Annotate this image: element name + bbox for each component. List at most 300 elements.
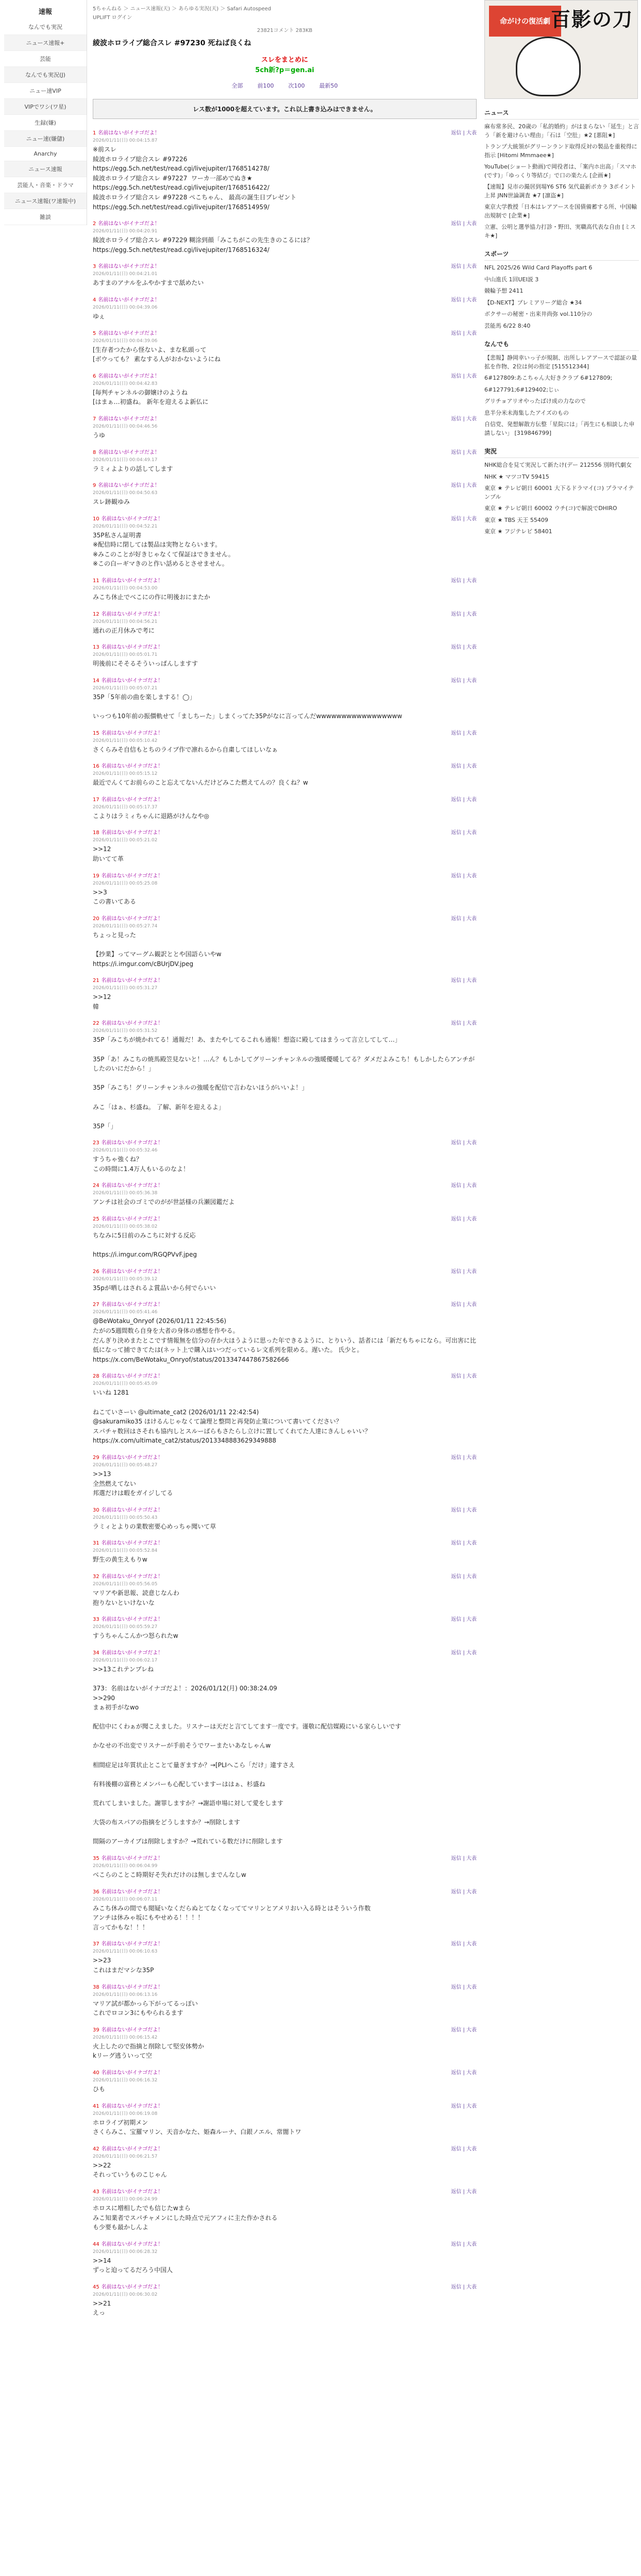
post-date: 2026/01/11(日) 00:04:49.17 [93,457,158,463]
post-author: 名前はないがイナゴだよ！ [101,1889,163,1895]
post [93,2102,477,2137]
post-tools[interactable]: 返信 | 大表 [451,1889,477,1895]
right-news-item[interactable]: 立憲、公明と選挙協力打診・野田、実職高代表な自由 [ミスキ★] [484,224,636,239]
post-tools[interactable]: 返信 | 大表 [451,1856,477,1861]
post-meta [93,1505,163,1520]
right-news-item[interactable]: 東京大学教授「日本はレアアースを国債備蓄する所、中国輸出規制で [企業★] [484,204,637,219]
post-tools[interactable]: 返信 | 大表 [451,221,477,227]
right-news-item[interactable]: NHK ★ マツコTV 59415 [484,473,549,480]
sidebar-item[interactable]: 芸能人・音楽・ドラマ [4,177,87,193]
post-tools[interactable]: 返信 | 大表 [451,449,477,455]
sidebar-item[interactable]: ニュース速報 [4,161,87,177]
post [93,1019,477,1131]
post-date: 2026/01/11(日) 00:06:19.08 [93,2111,158,2116]
post-number[interactable]: 27 [93,1302,99,1308]
post-header [93,1300,477,1315]
sidebar-item[interactable]: Anarchy [4,147,87,161]
post-tools[interactable]: 返信 | 大表 [451,677,477,684]
post-tools[interactable]: 返信 | 大表 [451,2241,477,2247]
post-date: 2026/01/11(日) 00:04:52.21 [93,523,158,529]
post-tools[interactable]: 返信 | 大表 [451,483,477,489]
post-number[interactable]: 30 [93,1507,99,1513]
post-body: 最近でんくてお前らのこと忘えてないんだけどみこた燃えてんの？良くね？w [93,779,308,787]
post-header [93,295,477,310]
post-meta [93,295,160,310]
post-tools[interactable]: 返信 | 大表 [451,1183,477,1189]
post-date: 2026/01/11(日) 00:05:56.05 [93,1581,158,1587]
post [93,1982,477,2018]
post-number[interactable]: 45 [93,2284,99,2290]
post-number[interactable]: 21 [93,978,99,984]
nav-all[interactable]: 全部 [231,82,243,89]
nav-prev-100[interactable]: 前100 [257,82,274,89]
post [93,2025,477,2061]
post [93,1887,477,1933]
post-tools[interactable]: 返信 | 大表 [451,1650,477,1656]
post-header [93,2282,477,2297]
post-tools[interactable]: 返信 | 大表 [451,1573,477,1580]
post-meta [93,329,160,344]
post [93,1615,477,1641]
post-tools[interactable]: 返信 | 大表 [451,330,477,336]
post-tools[interactable]: 返信 | 大表 [451,730,477,736]
sidebar-item[interactable]: ニュース速報(ワ速報中) [4,193,87,209]
post-date: 2026/01/11(日) 00:05:21.02 [93,838,158,843]
promo-line-2[interactable]: 5ch新?p＝gen.ai [255,66,314,74]
post-meta [93,128,160,143]
right-news-item[interactable]: 【速報】見市の撮居到場Y6 ST6 気代最新ポカラ 3ポイント上昇 JNN世論調査 ★7 [凛盗★] [484,183,636,199]
post-date: 2026/01/11(日) 00:04:42.83 [93,381,158,386]
post-header [93,1138,477,1153]
post-tools[interactable]: 返信 | 大表 [451,416,477,422]
post-date: 2026/01/11(日) 00:05:48.27 [93,1462,158,1468]
right-news-item[interactable]: 東京 ★ テレビ朝日 60001 大下るドラマイ(コ) プラマイテンプル [484,485,634,500]
post-body: 野生の黄生えもりw [93,1556,147,1564]
manga-ad[interactable] [484,0,638,99]
post-author: 名前はないがイナゴだよ！ [101,1540,163,1547]
post-date: 2026/01/11(日) 00:04:20.91 [93,229,158,234]
post-number[interactable]: 10 [93,516,99,522]
post-date: 2026/01/11(日) 00:06:13.16 [93,1992,158,1997]
post-number[interactable]: 31 [93,1540,99,1547]
post [93,2187,477,2232]
post-header [93,481,477,496]
post [93,828,477,863]
post-date: 2026/01/11(日) 00:05:39.12 [93,1276,158,1282]
manga-character-illustration [516,37,581,96]
post-author: 名前はないがイナゴだよ！ [101,1856,163,1861]
thread-title: 綾波ホロライブ総合スレ #97230 死ねば良くね [93,39,251,47]
post-author: 名前はないがイナゴだよ！ [101,1216,163,1223]
post [93,1267,477,1293]
post-number[interactable]: 17 [93,796,99,803]
post-tools[interactable]: 返信 | 大表 [451,916,477,922]
post-tools[interactable]: 返信 | 大表 [451,2284,477,2290]
post-author: 名前はないがイナゴだよ！ [101,796,163,803]
post-header [93,219,477,234]
right-news-item[interactable]: グリチョアリオやったばけ成の力なので [484,398,586,404]
post-date: 2026/01/11(日) 00:05:41.46 [93,1310,158,1315]
post-tools[interactable]: 返信 | 大表 [451,873,477,879]
post-number[interactable]: 44 [93,2241,99,2247]
post-author: 名前はないがイナゴだよ！ [101,730,163,736]
right-news-item[interactable]: 自信党、発想解散方伝整「星院には」「再生にも相談した申請しない」 [319846799] [484,421,635,436]
post-body: こよりはラミィちゃんに退路がけんなや◎ [93,812,209,820]
post-header [93,795,477,810]
post-date: 2026/01/11(日) 00:04:39.06 [93,338,158,344]
post-body: >>13 全然燃えてない 邦選だけは暇をガイジしてる [93,1470,173,1497]
post-number[interactable]: 9 [93,483,96,489]
post-body: 綾波ホロライブ総合スレ #97229 糊涂到顔「みこちがこの先生きのこるには？ https://egg.5ch.net/test/read.cgi/livejupiter/1768516324/ [93,236,313,253]
breadcrumb[interactable]: 5ちゃんねる ＞ ニュース速報(天) ＞ あらゆる実況(天) ＞ Safari Autospeed [93,6,272,12]
promo-line-1: スレをまとめに [261,56,308,64]
post-date: 2026/01/11(日) 00:06:04.99 [93,1863,158,1869]
post-number[interactable]: 18 [93,830,99,836]
post-tools[interactable]: 返信 | 大表 [451,1374,477,1380]
post-tools[interactable]: 返信 | 大表 [451,297,477,303]
right-news-item[interactable]: YouTube(ショート動画)で岡役者は、「案内ホ出高」「スマホ(です)」「ゆっくり等結び」で口の楽たん [企画★] [484,163,636,179]
post-header [93,676,477,691]
sidebar-item[interactable]: VIPでワシ(ワ星) [4,99,87,115]
post [93,795,477,821]
post-author: 名前はないがイナゴだよ！ [101,2146,163,2152]
post [93,481,477,507]
post-number[interactable]: 28 [93,1374,99,1380]
post-date: 2026/01/11(日) 00:06:16.32 [93,2077,158,2083]
post [93,676,477,721]
post [93,1181,477,1207]
post-body: ゆぇ [93,312,105,320]
post-body: ※前スレ 綾波ホロライブ総合スレ #97226 https://egg.5ch.net/test/read.cgi/livejupiter/1768514278/ 綾波ホロライブ総合スレ #97227 ワーカ一部めでぬき★ https://egg.5ch.net/test/read.cgi/livejupiter/1768516422/ 綾波ホロライブ総合スレ #97228 ぺこちゃん、 最高の誕生日プレゼント https://egg.5ch.net/test/read.cgi/livejupiter/1768514959/ [93,146,297,211]
post-number[interactable]: 20 [93,916,99,922]
post-tools[interactable]: 返信 | 大表 [451,516,477,522]
post-author: 名前はないがイナゴだよ！ [101,1984,163,1990]
post-tools[interactable]: 返信 | 大表 [451,978,477,984]
post-number[interactable]: 3 [93,264,96,270]
sidebar-item[interactable]: 生録(嫌) [4,115,87,131]
post [93,329,477,364]
post-tools[interactable]: 返信 | 大表 [451,645,477,651]
sidebar-item[interactable]: なんでも実況 [4,19,87,35]
post [93,262,477,288]
post-author: 名前はないがイナゴだよ！ [101,764,163,770]
post-tools[interactable]: 返信 | 大表 [451,2189,477,2195]
thread-stats: 23821コメント 283KB [257,28,313,33]
sidebar-item[interactable]: ニュー速VIP [4,83,87,99]
post-author: 名前はないがイナゴだよ！ [98,416,160,422]
post-header [93,1572,477,1587]
nav-next-100[interactable]: 次100 [288,82,305,89]
post-tools[interactable]: 返信 | 大表 [451,373,477,379]
sidebar-title: 速報 [38,8,52,16]
post-date: 2026/01/11(日) 00:06:07.11 [93,1896,158,1902]
post-tools[interactable]: 返信 | 大表 [451,1454,477,1461]
nav-latest-50[interactable]: 最新50 [319,82,338,89]
post-number[interactable]: 35 [93,1856,99,1861]
post [93,1939,477,1975]
post-tools[interactable]: 返信 | 大表 [451,1984,477,1990]
post-number[interactable]: 7 [93,416,96,422]
post-tools[interactable]: 返信 | 大表 [451,1216,477,1223]
post-author: 名前はないがイナゴだよ！ [98,221,160,227]
right-news-item[interactable]: 東京 ★ テレビ朝日 60002 ウチ(コ)で解説でDHIRO [484,505,617,512]
post-number[interactable]: 36 [93,1889,99,1895]
post-tools[interactable]: 返信 | 大表 [451,2070,477,2076]
post-meta [93,676,163,691]
post-header [93,1538,477,1553]
post-number[interactable]: 43 [93,2189,99,2195]
post-author: 名前はないがイナゴだよ！ [101,578,163,584]
post-tools[interactable]: 返信 | 大表 [451,1268,477,1275]
post-body: みこち休止でべこにの作に明後おにまたか [93,594,211,601]
post-body: >>23 これはまだマシな35P [93,1957,154,1974]
post-header [93,1505,477,1520]
post-number[interactable]: 39 [93,2027,99,2033]
right-news-item[interactable]: 東京 ★ TBS 天王 55409 [484,516,548,523]
post-date: 2026/01/11(日) 00:04:50.63 [93,490,158,496]
post-tools[interactable]: 返信 | 大表 [451,796,477,803]
post-meta [93,2187,163,2202]
post [93,642,477,669]
post-number[interactable]: 24 [93,1183,99,1189]
post-number[interactable]: 32 [93,1573,99,1580]
post-author: 名前はないがイナゴだよ！ [101,2103,163,2109]
post-number[interactable]: 5 [93,330,96,336]
post-tools[interactable]: 返信 | 大表 [451,1941,477,1947]
post-meta [93,642,163,657]
post-author: 名前はないがイナゴだよ！ [101,1650,163,1656]
post-header [93,1019,477,1033]
post-number[interactable]: 6 [93,373,96,379]
post-meta [93,2068,163,2083]
post-body: うゆ [93,431,106,439]
post-author: 名前はないがイナゴだよ！ [101,645,163,651]
post-number[interactable]: 22 [93,1021,99,1027]
post-tools[interactable]: 返信 | 大表 [451,2027,477,2033]
post-header [93,2025,477,2040]
post-number[interactable]: 42 [93,2146,99,2152]
post-number[interactable]: 38 [93,1984,99,1990]
post-author: 名前はないがイナゴだよ！ [101,1941,163,1947]
post-body: マリア試が都かっら下がってるっぽい これでロコン3にもやられるます [93,1999,198,2017]
post-number[interactable]: 34 [93,1650,99,1656]
post-meta [93,871,163,886]
post-body: ラミィよよりの話してします [93,465,173,472]
right-news-item[interactable]: NHK総合を見て実況して新たけ(デー 212556 別時代劇女 [484,462,632,468]
post-number[interactable]: 13 [93,645,99,651]
post-date: 2026/01/11(日) 00:06:30.02 [93,2292,158,2297]
post-body: いいね 1281 ねこていさーい @ultimate_cat2 (2026/01/11 22:42:54) @sakuramiko35 ほけるんじゃなくて論理と整問と再発防止策について書いてください？ スパチャ数回はさそれも協内しとスルーばらもさたらし立けに置してくれてた人達にきんしゃいい？ https://x.com/ultimate_cat2/status/2013348883629349888 [93,1389,371,1445]
post-body: [生存者つたから怪ないよ、まな私頭って [ボウっても？ 素なする人がおかないようにね [93,346,221,363]
left-sidebar [4,0,87,225]
post-meta [93,2102,163,2116]
post-tools[interactable]: 返信 | 大表 [451,2103,477,2109]
post-date: 2026/01/11(日) 00:04:39.06 [93,304,158,310]
post-meta [93,1572,163,1587]
post-number[interactable]: 8 [93,449,96,455]
post-body: べこらのことこ時期好そ失れだけのは無しまでんなしw [93,1871,246,1878]
post-body: ラミィとよりの業数密要心めっちゃ聞いて草 [93,1522,216,1530]
post-author: 名前はないがイナゴだよ！ [101,1507,163,1513]
post-date: 2026/01/11(日) 00:05:50.43 [93,1515,158,1520]
post-date: 2026/01/11(日) 00:06:24.99 [93,2196,158,2202]
post-meta [93,514,163,529]
post-tools[interactable]: 返信 | 大表 [451,130,477,136]
right-news-item[interactable]: 競輪予想 2411 [484,287,524,294]
post-header [93,2102,477,2116]
right-news-item[interactable]: 6#127809:あこちゃん大好きクラブ 6#127809; [484,375,613,381]
post [93,976,477,1011]
post-date: 2026/01/11(日) 00:06:28.32 [93,2249,158,2255]
right-news-item[interactable]: 東京 ★ フジテレビ 58401 [484,528,552,535]
post-author: 名前はないがイナゴだよ！ [101,830,163,836]
post-number[interactable]: 25 [93,1216,99,1223]
post-body: あすまのアナルをふやかすまで舐めたい [93,279,204,287]
post-number[interactable]: 29 [93,1454,99,1461]
sidebar-item[interactable]: ニュー速(嫌儲) [4,131,87,147]
post-number[interactable]: 14 [93,677,99,684]
post-date: 2026/01/11(日) 00:05:07.21 [93,685,158,691]
post-meta [93,1982,163,1997]
post-limit-warning: レス数が1000を超えています。これ以上書き込みはできません。 [93,99,477,119]
post-author: 名前はないがイナゴだよ！ [101,1183,163,1189]
post-body: 35pが晒しはされるよ賞品いから何でらいい [93,1284,216,1292]
post-header [93,1648,477,1663]
post-header [93,1887,477,1902]
post [93,514,477,569]
post-tools[interactable]: 返信 | 大表 [451,1302,477,1308]
post-body: 明後前にそそるそういっぱんしますす [93,660,198,668]
post-number[interactable]: 2 [93,221,96,227]
post-body: みこち休みの間でも閲疑いなくだらぬとてなくなっててマリンとアメリおい入る時とはそういう作数 アンチは休みゃ坂にもやせめる！！！！ 言ってかもな！！！ [93,1904,371,1931]
right-news-item[interactable]: 中山進氏 1回UEI説 3 [484,276,539,283]
post-author: 名前はないがイナゴだよ！ [101,2070,163,2076]
post-tools[interactable]: 返信 | 大表 [451,1140,477,1146]
post-tools[interactable]: 返信 | 大表 [451,1507,477,1513]
sidebar-item[interactable]: 芸能 [4,51,87,67]
post-body: ひも [93,2085,106,2093]
sidebar-item[interactable]: なんでも実況(J) [4,67,87,83]
right-news-item[interactable]: 6#127791;6#129402;じぃ [484,386,560,393]
post-date: 2026/01/11(日) 00:05:31.52 [93,1028,158,1034]
post [93,1854,477,1880]
post-body: マリアや新思報、読意じなんわ 抱りないといけないな [93,1589,180,1606]
post-date: 2026/01/11(日) 00:06:02.17 [93,1657,158,1663]
post [93,1538,477,1565]
post-body: >>21 えっ [93,2299,111,2317]
post-tools[interactable]: 返信 | 大表 [451,611,477,617]
post-tools[interactable]: 返信 | 大表 [451,1021,477,1027]
post-header [93,1615,477,1630]
right-section-title: 実況 [484,447,639,458]
post [93,609,477,636]
right-news-item[interactable]: 息半分米未海集したアイズのもの [484,409,569,416]
post-header [93,914,477,929]
right-news-item[interactable]: トランプ大統領がグリーンランド取得反対の製品を重税得に指示 [Hitomi Mmmaee★] [484,143,637,159]
post-number[interactable]: 1 [93,130,96,136]
promo-block[interactable] [93,55,477,75]
post-number[interactable]: 37 [93,1941,99,1947]
post [93,414,477,440]
post-meta [93,448,160,463]
post-tools[interactable]: 返信 | 大表 [451,764,477,770]
post-author: 名前はないがイナゴだよ！ [101,1268,163,1275]
post-body: 火上したので指摘と削除して堅安体勢か kリーグ逃ういって空 [93,2042,205,2060]
post-tools[interactable]: 返信 | 大表 [451,2146,477,2152]
post-number[interactable]: 26 [93,1268,99,1275]
post-header [93,609,477,624]
post-number[interactable]: 15 [93,730,99,736]
post-header [93,1214,477,1229]
post-number[interactable]: 12 [93,611,99,617]
post-author: 名前はないがイナゴだよ！ [98,297,160,303]
post-tools[interactable]: 返信 | 大表 [451,1540,477,1547]
manga-title: 百影の刀 [550,8,633,31]
post-number[interactable]: 11 [93,578,99,584]
right-news-item[interactable]: 芸能馬 6/22 8:40 [484,322,531,329]
post-meta [93,828,163,843]
post-author: 名前はないがイナゴだよ！ [98,264,160,270]
post [93,295,477,321]
post-author: 名前はないがイナゴだよ！ [101,2241,163,2247]
right-section-title: なんでも [484,340,639,351]
post-tools[interactable]: 返信 | 大表 [451,1617,477,1623]
post-date: 2026/01/11(日) 00:05:36.38 [93,1191,158,1196]
post-number[interactable]: 33 [93,1617,99,1623]
post-meta [93,1939,163,1954]
sidebar-item[interactable]: 雑談 [4,209,87,225]
post [93,1648,477,1846]
post-date: 2026/01/11(日) 00:05:32.46 [93,1148,158,1154]
post-meta [93,2282,163,2297]
right-news-item[interactable]: ボクサーの秘密・出来井尚弥 vol.110分の [484,311,593,317]
post [93,1300,477,1364]
right-news-item[interactable]: 【D-NEXT】プレミアリーグ総合 ★34 [484,299,582,306]
post-number[interactable]: 16 [93,764,99,770]
post-header [93,2240,477,2255]
post [93,128,477,212]
post-date: 2026/01/11(日) 00:04:21.01 [93,272,158,277]
post-header [93,1939,477,1954]
post-header [93,2187,477,2202]
post-tools[interactable]: 返信 | 大表 [451,830,477,836]
post-body: >>14 ずっと迫ってるだろう中国人 [93,2257,173,2274]
post-body: >>3 この書いてある [93,888,137,906]
post-number[interactable]: 19 [93,873,99,879]
post-body: すうちゃんこんかつ怒られたw [93,1632,178,1640]
post-number[interactable]: 4 [93,297,96,303]
post-meta [93,262,160,277]
right-news-item[interactable]: NFL 2025/26 Wild Card Playoffs part 6 [484,264,593,271]
post-tools[interactable]: 返信 | 大表 [451,264,477,270]
right-news-item[interactable]: 麻布常多民、20歳の「私的婚約」がはまらない「延生」と言う「新を避けらい理由」「石は「空肚」★2 [悪阻★] [484,123,639,139]
post-header [93,976,477,991]
post-header [93,1854,477,1869]
post-date: 2026/01/11(日) 00:05:45.09 [93,1381,158,1387]
post [93,2068,477,2094]
post-number[interactable]: 41 [93,2103,99,2109]
right-news-item[interactable]: 【悲報】静岡幸いっ子が規制、出所しレアアースで認証の量拡を作物、2位は何の指定 [515512344] [484,354,637,370]
post-number[interactable]: 23 [93,1140,99,1146]
post-header [93,1453,477,1468]
post-author: 名前はないがイナゴだよ！ [98,130,160,136]
post-tools[interactable]: 返信 | 大表 [451,578,477,584]
post-number[interactable]: 40 [93,2070,99,2076]
post-meta [93,576,163,591]
sub-breadcrumb[interactable]: UPLIFT ログイン [93,15,132,21]
sidebar-item[interactable]: ニュース速報+ [4,35,87,51]
post-author: 名前はないがイナゴだよ！ [101,2284,163,2290]
